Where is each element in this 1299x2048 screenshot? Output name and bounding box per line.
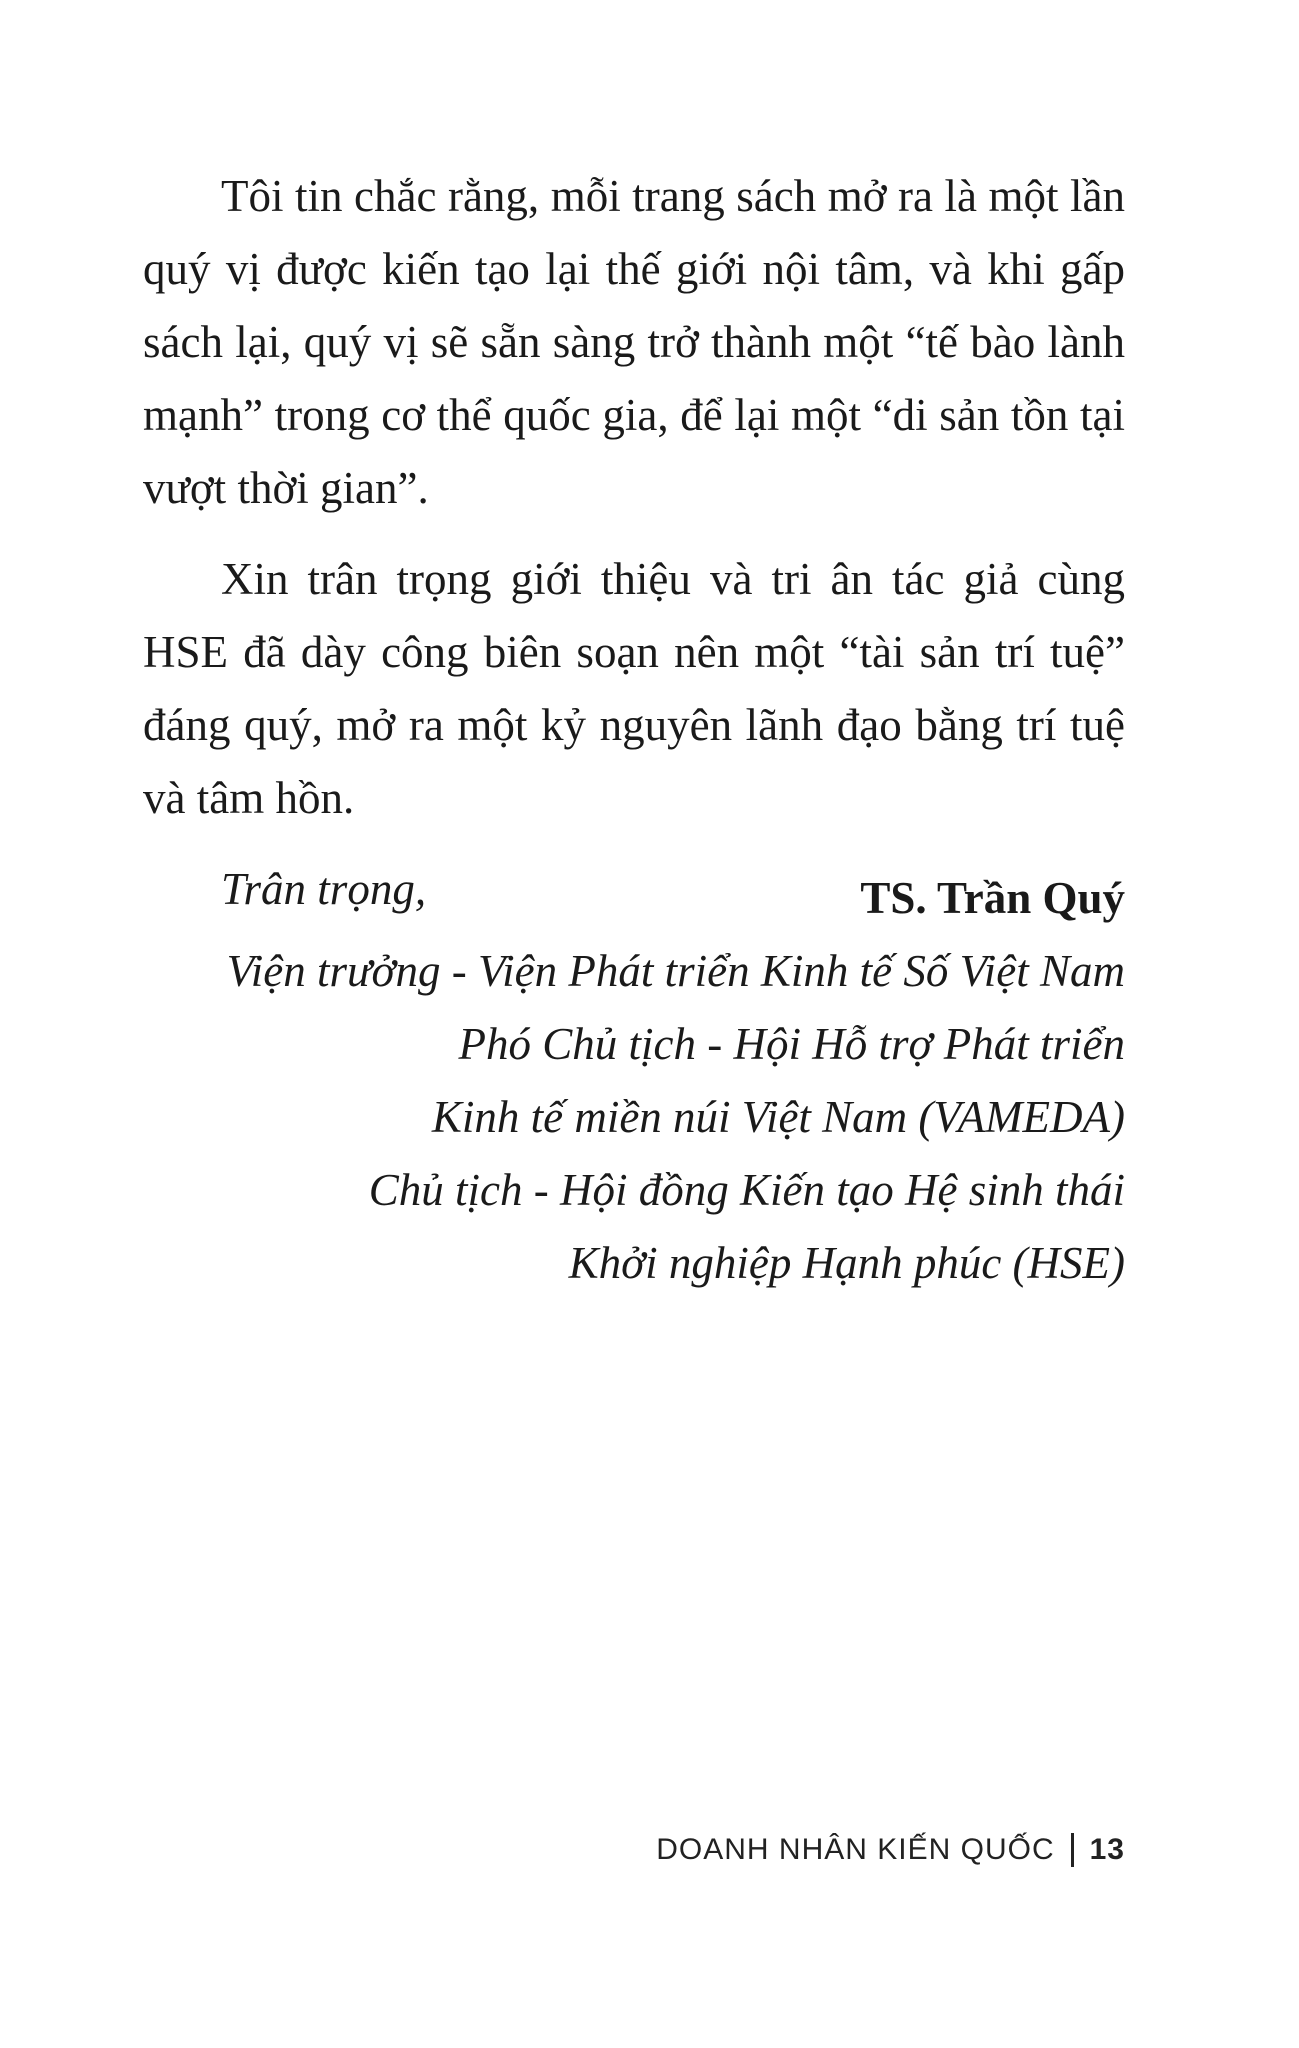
- footer-divider: [1071, 1833, 1074, 1867]
- running-title: DOANH NHÂN KIẾN QUỐC: [656, 1833, 1055, 1866]
- signatory-title-3: Kinh tế miền núi Việt Nam (VAMEDA): [431, 1092, 1125, 1142]
- paragraph-2: Xin trân trọng giới thiệu và tri ân tác giả cùng HSE đã dày công biên soạn nên một “tài sản trí tuệ” đáng quý, mở ra một kỷ nguyên lãnh đạo bằng trí tuệ và tâm hồn.: [143, 554, 1125, 823]
- signatory-title-1: Viện trưởng - Viện Phát triển Kinh tế Số Việt Nam: [226, 946, 1125, 996]
- signature-block: [227, 862, 1125, 1300]
- paragraph-1: Tôi tin chắc rằng, mỗi trang sách mở ra là một lần quý vị được kiến tạo lại thế giới nội tâm, và khi gấp sách lại, quý vị sẽ sẵn sàng trở thành một “tế bào lành mạnh” trong cơ thể quốc gia, để lại một “di sản tồn tại vượt thời gian”.: [143, 171, 1125, 513]
- page-footer: [656, 1833, 1125, 1867]
- page-number: 13: [1089, 1833, 1125, 1866]
- closing-salutation: Trân trọng,: [221, 864, 427, 914]
- body-text: [143, 160, 1125, 926]
- signatory-title-5: Khởi nghiệp Hạnh phúc (HSE): [568, 1238, 1125, 1288]
- signatory-title-2: Phó Chủ tịch - Hội Hỗ trợ Phát triển: [458, 1019, 1125, 1069]
- signatory-title-4: Chủ tịch - Hội đồng Kiến tạo Hệ sinh thái: [368, 1165, 1125, 1215]
- signatory-name: TS. Trần Quý: [860, 873, 1125, 923]
